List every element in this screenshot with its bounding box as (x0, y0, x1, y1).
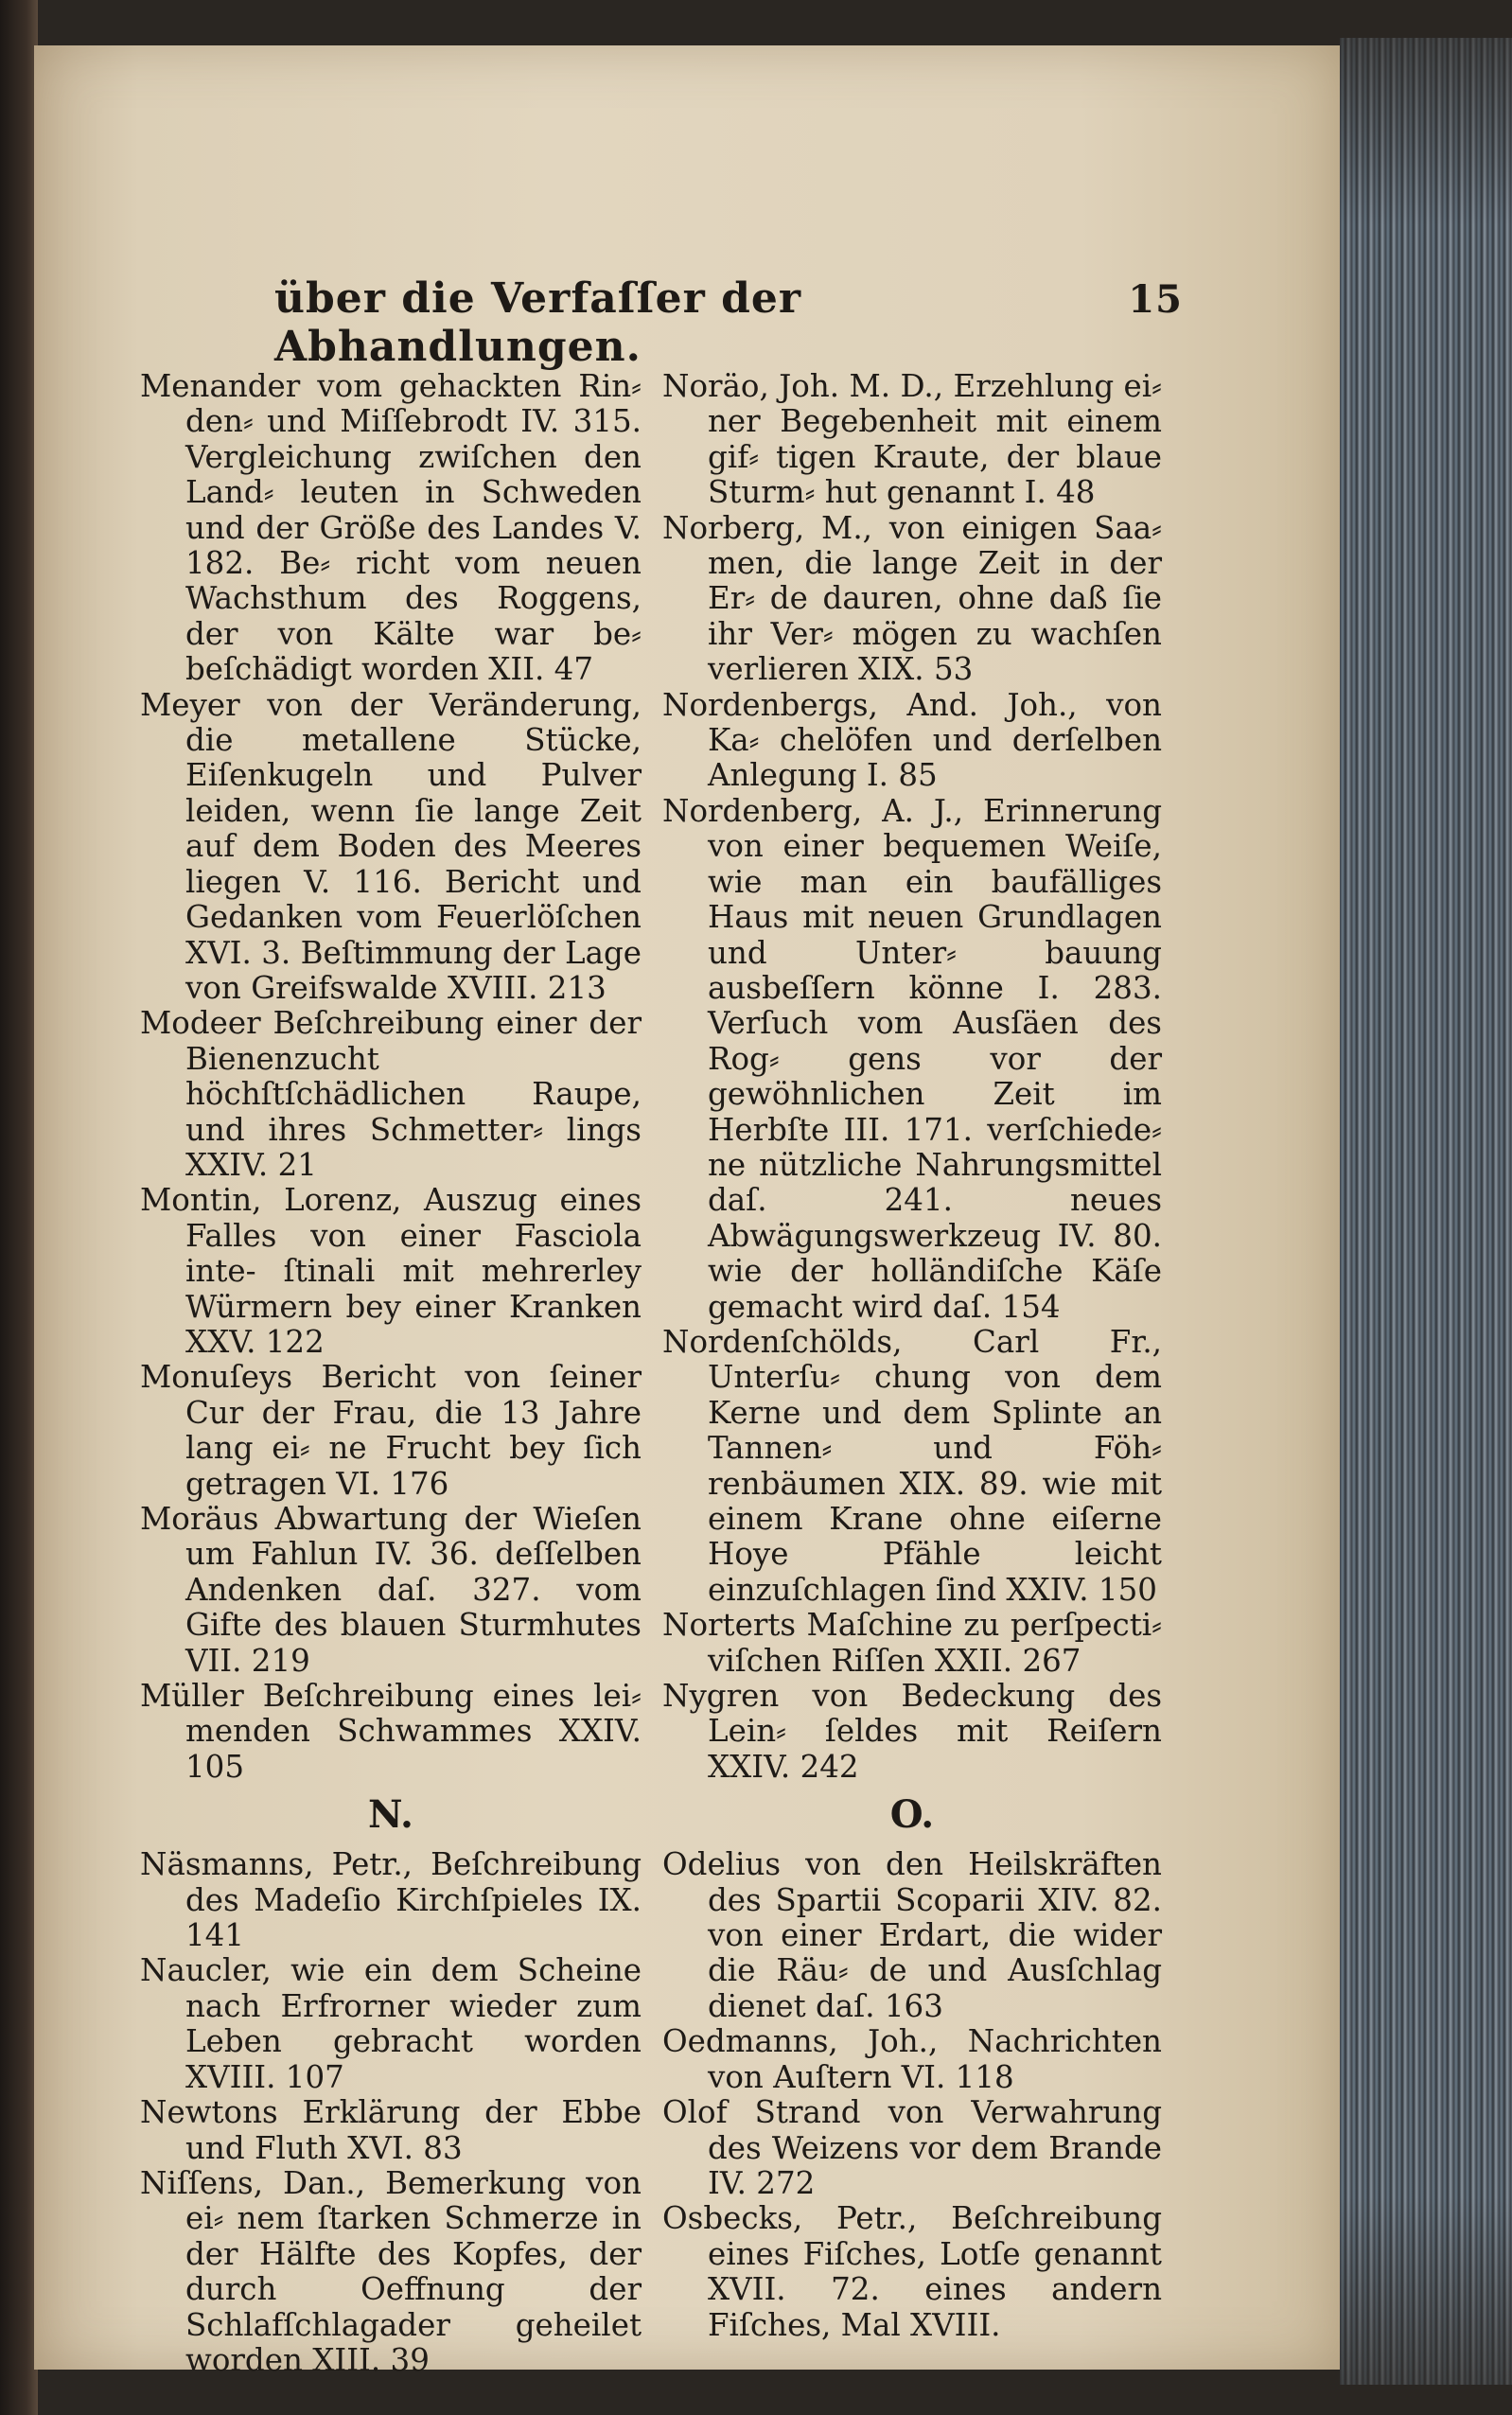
index-entry: Nordenſchölds, Carl Fr., Unterſu⸗ chung von dem Kerne und dem Splinte an Tannen⸗ und Föh⸗ renbäumen XIX. 89. wie mit einem Krane ohne eiſerne Hoye Pfähle leicht einzuſchlagen ſind XXIV. 150 (662, 1323, 1162, 1608)
index-entry: Odelius von den Heilskräften des Spartii Scoparii XIV. 82. von einer Erdart, die wider die Räu⸗ de und Ausſchlag dienet daſ. 163 (662, 1846, 1162, 2024)
running-header (274, 274, 1183, 371)
index-entry: Norberg, M., von einigen Saa⸗ men, die lange Zeit in der Er⸗ de dauren, ohne daß ſie ihr Ver⸗ mögen zu wachſen verlieren XIX. 53 (662, 509, 1162, 688)
index-entry: Meyer von der Veränderung, die metallene Stücke, Eiſenkugeln und Pulver leiden, wenn ſie lange Zeit auf dem Boden des Meeres liegen V. 116. Bericht und Gedanken vom Feuerlöſchen XVI. 3. Beſtimmung der Lage von Greifswalde XVIII. 213 (140, 686, 642, 1006)
left-column (140, 369, 642, 2378)
index-entry: Montin, Lorenz, Auszug eines Falles von einer Fasciola inte- ſtinali mit mehrerley Würmern bey einer Kranken XXV. 122 (140, 1182, 642, 1360)
page-number: 15 (1128, 277, 1183, 322)
section-letter-n: N. (368, 1792, 413, 1838)
index-entry: Nygren von Bedeckung des Lein⸗ ſeldes mit Reiſern XXIV. 242 (662, 1678, 1162, 1785)
index-entry: Olof Strand von Verwahrung des Weizens vor dem Brande IV. 272 (662, 2094, 1162, 2201)
index-entry: Oedmanns, Joh., Nachrichten von Auſtern VI. 118 (662, 2023, 1162, 2095)
index-entry: Nordenbergs, And. Joh., von Ka⸗ chelöfen und derſelben Anlegung I. 85 (662, 686, 1162, 794)
index-entry: Noräo, Joh. M. D., Erzehlung ei⸗ ner Begebenheit mit einem gif⸗ tigen Kraute, der blaue Sturm⸗ hut genannt I. 48 (662, 368, 1162, 511)
index-entry: Menander vom gehackten Rin⸗ den⸗ und Miſſebrodt IV. 315. Vergleichung zwiſchen den Land⸗ leuten in Schweden und der Größe des Landes V. 182. Be⸗ richt vom neuen Wachsthum des Roggens, der von Kälte war be⸗ beſchädigt worden XII. 47 (140, 368, 642, 688)
index-entry: Nordenberg, A. J., Erinnerung von einer bequemen Weiſe, wie man ein baufälliges Haus mit neuen Grundlagen und Unter⸗ bauung ausbeſſern könne I. 283. Verſuch vom Ausſäen des Rog⸗ gens vor der gewöhnlichen Zeit im Herbſte III. 171. verſchiede⸗ ne nützliche Nahrungsmittel daſ. 241. neues Abwägungswerkzeug IV. 80. wie der holländiſche Käſe gemacht wird daſ. 154 (662, 792, 1162, 1325)
running-title: über die Verfaſſer der Abhandlungen. (274, 274, 802, 371)
index-entry: Naucler, wie ein dem Scheine nach Erfrorner wieder zum Leben gebracht worden XVIII. 107 (140, 1952, 642, 2095)
index-entry: Moräus Abwartung der Wieſen um Fahlun IV. 36. deſſelben Andenken daſ. 327. vom Gifte des blauen Sturmhutes VII. 219 (140, 1501, 642, 1679)
right-column (662, 369, 1162, 2343)
index-entry: Newtons Erklärung der Ebbe und Fluth XVI. 83 (140, 2094, 642, 2166)
index-entry: Monuſeys Bericht von ſeiner Cur der Frau, die 13 Jahre lang ei⸗ ne Frucht bey ſich getragen VI. 176 (140, 1359, 642, 1502)
index-entry: Näsmanns, Petr., Beſchreibung des Madeſio Kirchſpieles IX. 141 (140, 1846, 642, 1954)
background-left (0, 0, 38, 2415)
index-entry: Norterts Maſchine zu perſpecti⸗ viſchen Riſſen XXII. 267 (662, 1607, 1162, 1679)
index-entry: Osbecks, Petr., Beſchreibung eines Fiſches, Lotſe genannt XVII. 72. eines andern Fiſches, Mal XVIII. (662, 2200, 1162, 2343)
section-letter-o: O. (889, 1792, 935, 1838)
index-entry: Niſſens, Dan., Bemerkung von ei⸗ nem ſtarken Schmerze in der Hälfte des Kopfes, der durch Oeffnung der Schlafſchlagader geheilet worden XIII. 39 (140, 2164, 642, 2378)
book-edge (1340, 38, 1512, 2385)
index-entry: Modeer Beſchreibung einer der Bienenzucht höchſtſchädlichen Raupe, und ihres Schmetter⸗ lings XXIV. 21 (140, 1005, 642, 1183)
index-entry: Müller Beſchreibung eines lei⸗ menden Schwammes XXIV. 105 (140, 1678, 642, 1785)
